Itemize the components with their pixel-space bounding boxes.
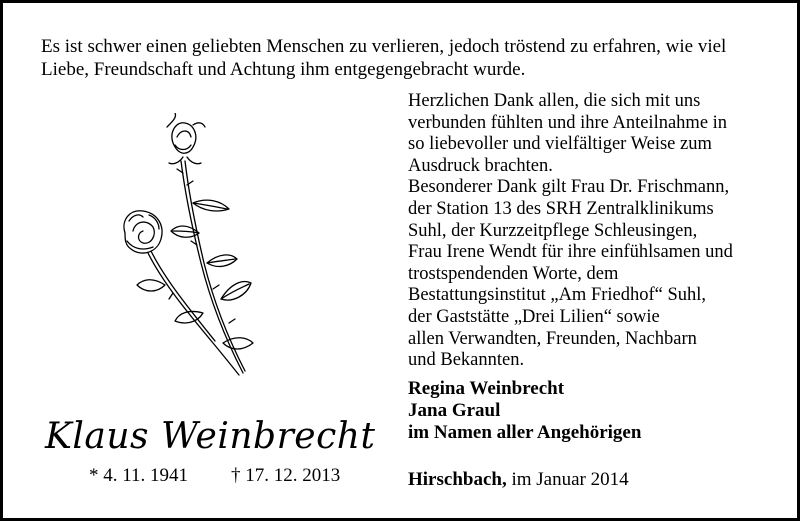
thanks-line: Besonderer Dank gilt Frau Dr. Frischmann,: [408, 177, 730, 198]
death-date: † 17. 12. 2013: [231, 465, 341, 486]
thanks-line: so liebevoller und vielfältiger Weise zum: [408, 134, 712, 155]
signers: [408, 378, 788, 444]
rose-icon: [103, 113, 263, 383]
thanks-line: Ausdruck brachten.: [408, 155, 553, 176]
intro-line: Liebe, Freundschaft und Achtung ihm entgegengebracht wurde.: [41, 59, 526, 80]
thanks-text: [408, 91, 788, 372]
signer-note: im Namen aller Angehörigen: [408, 422, 642, 443]
place-town: Hirschbach,: [408, 469, 507, 490]
life-dates: [89, 465, 409, 487]
intro-text: [41, 35, 781, 81]
intro-line: Es ist schwer einen geliebten Menschen zu verlieren, jedoch tröstend zu erfahren, wie viel: [41, 36, 727, 57]
birth-date: * 4. 11. 1941: [89, 465, 189, 486]
signer-name: Jana Graul: [408, 400, 501, 421]
thanks-line: und Bekannten.: [408, 350, 525, 371]
place-date-text: im Januar 2014: [506, 469, 629, 490]
thanks-line: Suhl, der Kurzzeitpflege Schleusingen,: [408, 220, 698, 241]
thanks-line: der Gaststätte „Drei Lilien“ sowie: [408, 306, 660, 327]
deceased-name: Klaus Weinbrecht: [45, 416, 376, 457]
place-date: [408, 469, 788, 491]
thanks-line: verbunden fühlten und ihre Anteilnahme in: [408, 112, 728, 133]
thanks-line: Frau Irene Wendt für ihre einfühlsamen und: [408, 242, 733, 263]
thanks-line: der Station 13 des SRH Zentralklinikums: [408, 198, 714, 219]
thanks-line: Herzlichen Dank allen, die sich mit uns: [408, 91, 701, 111]
thanks-line: trostspendenden Worte, dem: [408, 263, 619, 284]
thanks-line: Bestattungsinstitut „Am Friedhof“ Suhl,: [408, 285, 707, 306]
thanks-line: allen Verwandten, Freunden, Nachbarn: [408, 328, 697, 349]
signer-name: Regina Weinbrecht: [408, 378, 565, 399]
